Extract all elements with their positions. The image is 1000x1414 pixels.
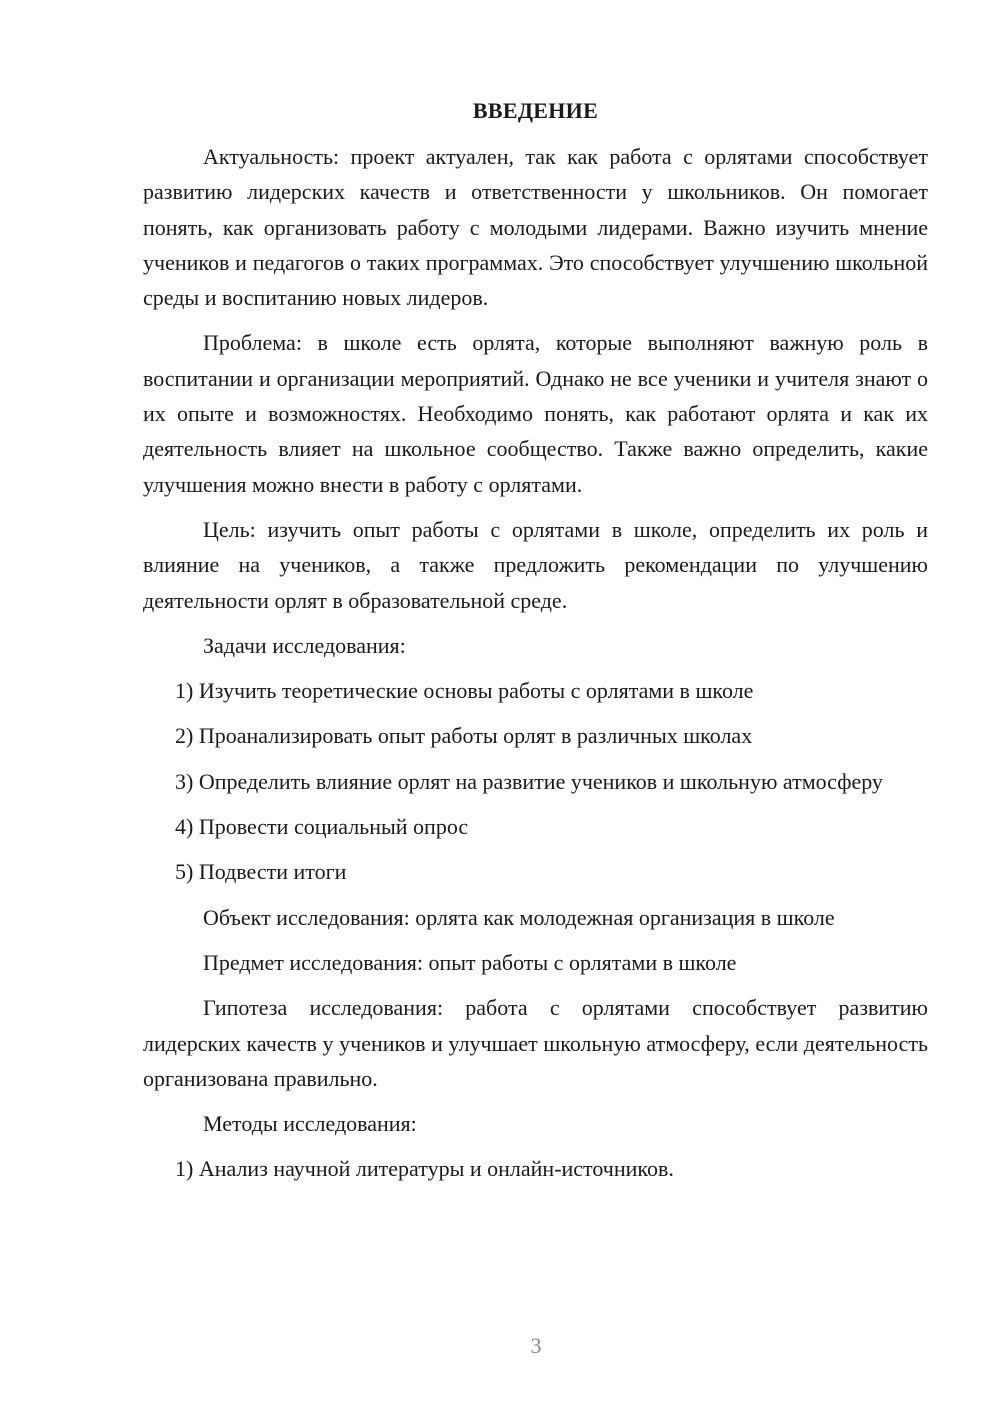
methods-heading: Методы исследования: (203, 1111, 417, 1137)
task-item: 4) Провести социальный опрос (175, 814, 469, 840)
page-content (143, 95, 928, 1197)
task-item: 2) Проанализировать опыт работы орлят в различных школах (175, 723, 753, 749)
task-item: 1) Изучить теоретические основы работы с орлятами в школе (175, 678, 754, 704)
task-item: 5) Подвести итоги (175, 859, 347, 885)
task-item: 3) Определить влияние орлят на развитие учеников и школьную атмосферу (175, 768, 883, 794)
tasks-heading: Задачи исследования: (203, 632, 406, 658)
section-title: ВВЕДЕНИЕ (472, 98, 599, 123)
relevance-paragraph: Актуальность: проект актуален, так как работа с орлятами способствует развитию лидерских качеств и ответственности у школьников. Он помогает понять, как организовать работу с молодыми лидерами. Важно изучить мнение учеников и педагогов о таких программах. Это способствует улучшению школьной среды и воспитанию новых лидеров. (143, 144, 928, 311)
hypothesis-paragraph: Гипотеза исследования: работа с орлятами способствует развитию лидерских качеств у учеников и улучшает школьную атмосферу, если деятельность организована правильно. (143, 995, 928, 1091)
method-item: 1) Анализ научной литературы и онлайн-источников. (175, 1156, 674, 1182)
page-number: 3 (530, 1333, 542, 1358)
goal-paragraph: Цель: изучить опыт работы с орлятами в школе, определить их роль и влияние на учеников, а также предложить рекомендации по улучшению деятельности орлят в образовательной среде. (143, 516, 928, 613)
problem-paragraph: Проблема: в школе есть орлята, которые выполняют важную роль в воспитании и организации мероприятий. Однако не все ученики и учителя знают о их опыте и возможностях. Необходимо понять, как работают орлята и как их деятельность влияет на школьное сообщество. Также важно определить, какие улучшения можно внести в работу с орлятами. (143, 330, 928, 497)
research-object: Объект исследования: орлята как молодежная организация в школе (203, 904, 835, 930)
research-subject: Предмет исследования: опыт работы с орлятами в школе (203, 949, 737, 975)
